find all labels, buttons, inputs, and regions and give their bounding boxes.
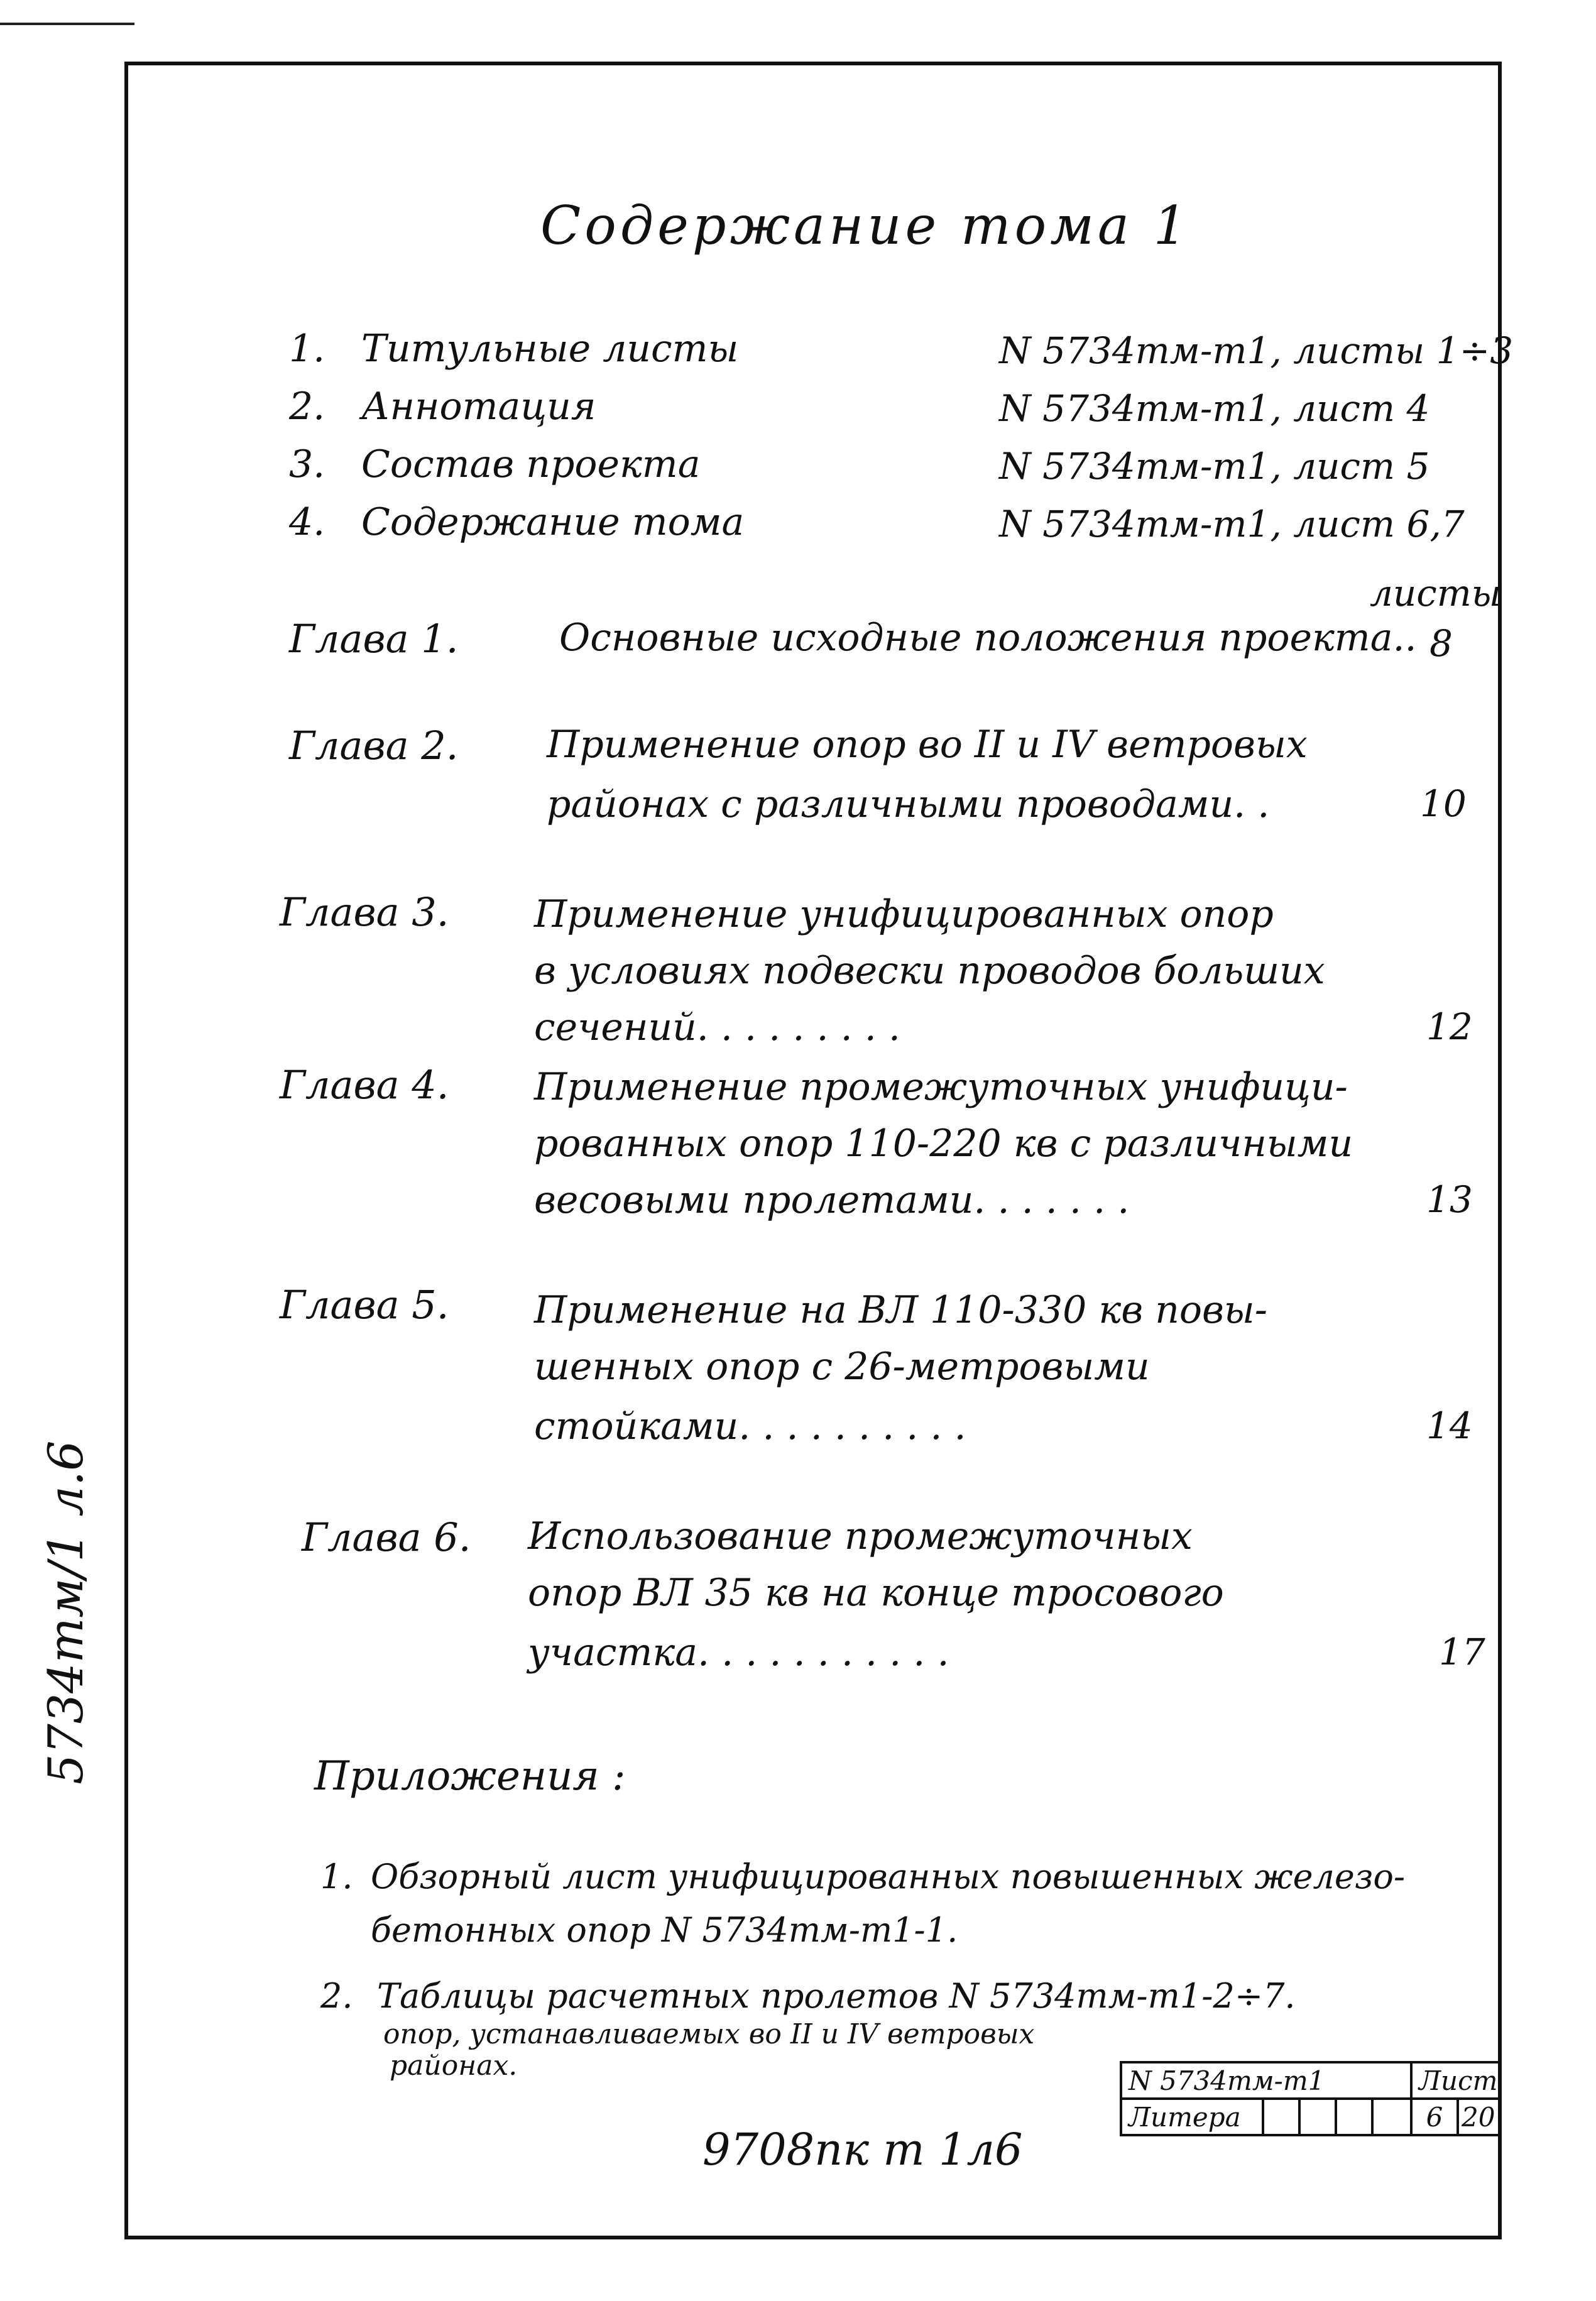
chapter-label: Глава 3. bbox=[280, 889, 449, 935]
appendix-line: опор, устанавливаемых во II и IV ветровых bbox=[383, 2018, 1035, 2050]
chapter-text-line: стойками. . . . . . . . . . bbox=[534, 1404, 966, 1448]
toc-reference: N 5734тм-т1, листы 1÷3 bbox=[999, 329, 1514, 372]
page-title: Содержание тома 1 bbox=[540, 195, 1191, 256]
chapter-label: Глава 1. bbox=[289, 616, 459, 662]
chapter-text-line: в условиях подвески проводов больших bbox=[534, 949, 1325, 993]
toc-label: Аннотация bbox=[361, 385, 596, 429]
chapter-text-line: Применение промежуточных унифици- bbox=[534, 1065, 1348, 1109]
title-block-sheet-number: 6 bbox=[1410, 2097, 1459, 2136]
toc-number: 2. bbox=[289, 385, 325, 429]
appendix-number: 2. bbox=[320, 1976, 353, 2016]
title-block-litera-cell bbox=[1335, 2097, 1374, 2136]
chapter-page: 13 bbox=[1426, 1178, 1473, 1221]
chapter-page: 14 bbox=[1426, 1404, 1473, 1447]
chapter-text-line: весовыми пролетами. . . . . . . bbox=[534, 1178, 1130, 1222]
chapter-text-line: Применение унифицированных опор bbox=[534, 892, 1274, 936]
title-block-litera-cell bbox=[1298, 2097, 1337, 2136]
appendix-number: 1. bbox=[320, 1857, 353, 1896]
toc-label: Содержание тома bbox=[361, 500, 745, 544]
chapter-label: Глава 6. bbox=[302, 1514, 471, 1560]
sheets-column-header: листы bbox=[1370, 572, 1502, 615]
toc-reference: N 5734тм-т1, лист 5 bbox=[999, 445, 1430, 488]
chapter-text-line: Использование промежуточных bbox=[528, 1514, 1193, 1558]
chapter-page: 17 bbox=[1439, 1631, 1485, 1673]
chapter-text-line: Основные исходные положения проекта.. bbox=[559, 616, 1417, 660]
title-block-litera-cell bbox=[1371, 2097, 1413, 2136]
appendix-line: Обзорный лист унифицированных повышенных железо- bbox=[371, 1857, 1406, 1896]
toc-label: Титульные листы bbox=[361, 327, 739, 371]
chapter-page: 12 bbox=[1426, 1005, 1473, 1048]
title-block bbox=[1120, 2061, 1502, 2136]
toc-number: 3. bbox=[289, 442, 325, 486]
chapter-label: Глава 5. bbox=[280, 1282, 449, 1328]
chapter-text-line: сечений. . . . . . . . . bbox=[534, 1005, 900, 1049]
chapter-text-line: участка. . . . . . . . . . . bbox=[528, 1631, 949, 1675]
chapter-label: Глава 4. bbox=[280, 1062, 449, 1108]
chapter-page: 8 bbox=[1429, 622, 1453, 665]
chapter-text-line: районах с различными проводами. . bbox=[547, 782, 1270, 826]
chapter-label: Глава 2. bbox=[289, 723, 459, 768]
side-annotation: 5734тм/1 л.6 bbox=[38, 1440, 94, 1785]
toc-number: 1. bbox=[289, 327, 325, 371]
appendix-line: бетонных опор N 5734тм-т1-1. bbox=[371, 1910, 958, 1950]
chapter-text-line: Применение опор во II и IV ветровых bbox=[547, 723, 1308, 767]
title-block-sheet-label: Лист bbox=[1410, 2061, 1502, 2100]
toc-reference: N 5734тм-т1, лист 4 bbox=[999, 387, 1430, 430]
chapter-text-line: шенных опор с 26-метровыми bbox=[534, 1345, 1150, 1389]
toc-number: 4. bbox=[289, 500, 325, 544]
appendix-line: районах. bbox=[390, 2050, 518, 2082]
chapter-text-line: Применение на ВЛ 110-330 кв повы- bbox=[534, 1288, 1268, 1332]
title-block-litera-label: Литера bbox=[1120, 2097, 1264, 2136]
appendix-title: Приложения : bbox=[314, 1753, 626, 1800]
toc-label: Состав проекта bbox=[361, 442, 701, 486]
top-corner-rule bbox=[0, 23, 134, 25]
title-block-doc-number: N 5734тм-т1 bbox=[1120, 2061, 1413, 2100]
chapter-text-line: опор ВЛ 35 кв на конце тросового bbox=[528, 1571, 1224, 1615]
title-block-total-sheets: 20 bbox=[1457, 2097, 1502, 2136]
chapter-page: 10 bbox=[1420, 782, 1467, 825]
title-block-litera-cell bbox=[1262, 2097, 1301, 2136]
appendix-line: Таблицы расчетных пролетов N 5734тм-т1-2÷7. bbox=[377, 1976, 1296, 2016]
toc-reference: N 5734тм-т1, лист 6,7 bbox=[999, 503, 1465, 545]
archive-stamp: 9708пк т 1л6 bbox=[702, 2124, 1023, 2175]
chapter-text-line: рованных опор 110-220 кв с различными bbox=[534, 1122, 1353, 1166]
